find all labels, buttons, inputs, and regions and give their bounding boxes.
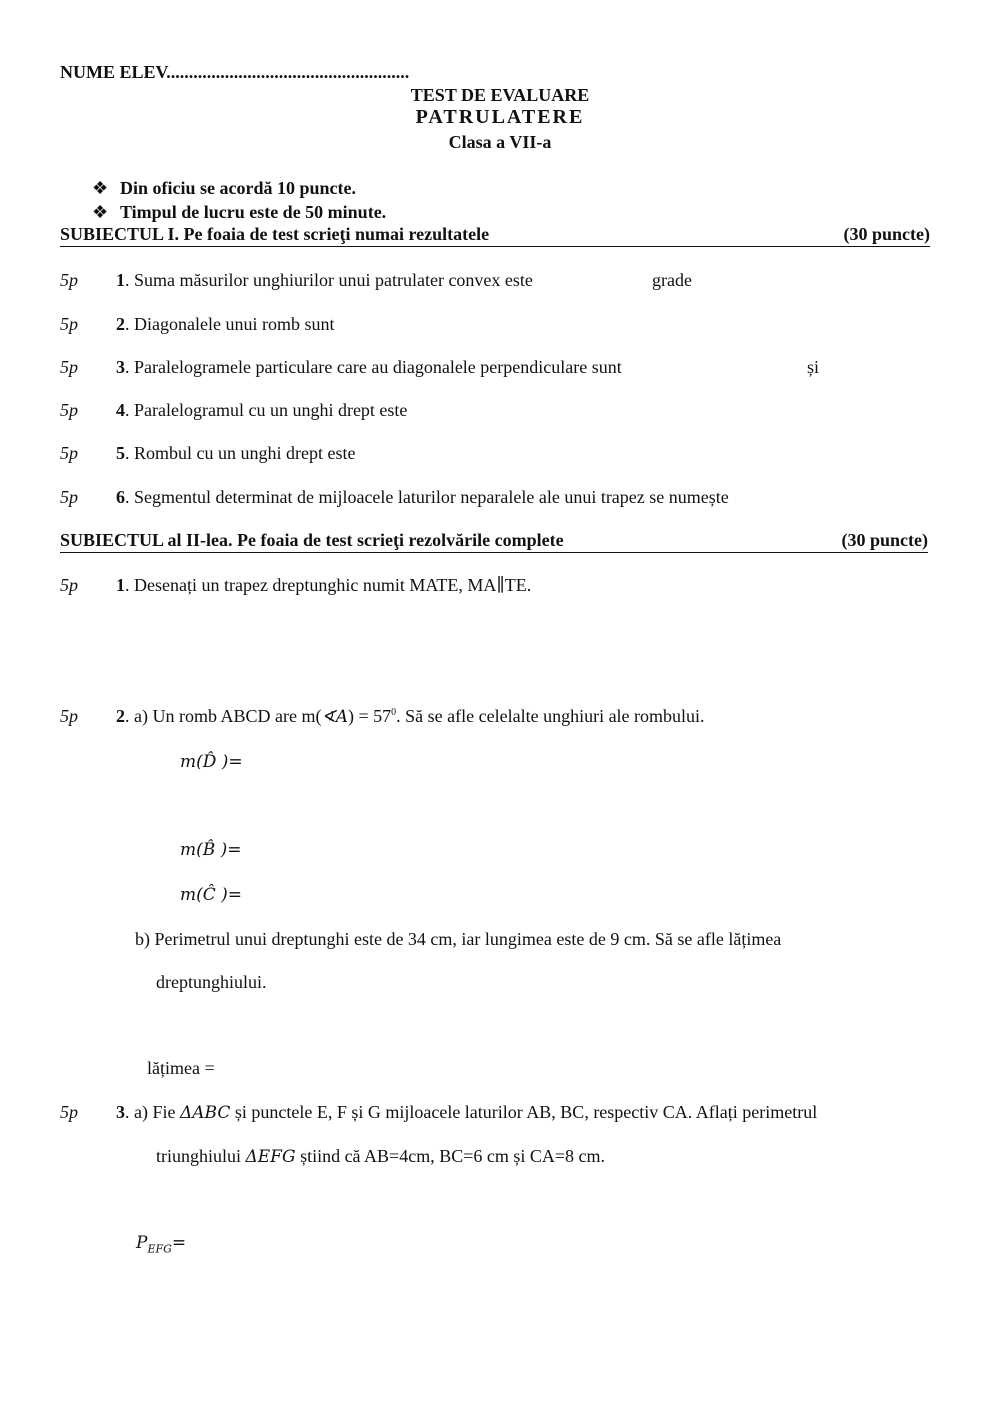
answer-suffix: grade: [652, 270, 692, 290]
problem-2b-line2: dreptunghiului.: [156, 972, 267, 992]
item-points: 5p: [60, 1102, 78, 1122]
section2-points: (30 puncte): [841, 530, 928, 550]
angle-b-answer: m(B̂ )=: [180, 840, 242, 860]
rule-item: ❖ Din oficiu se acordă 10 puncte.: [92, 178, 356, 198]
student-name-line: NUME ELEV......................................................: [60, 62, 410, 82]
question-5: 5. Rombul cu un unghi drept este: [116, 443, 356, 463]
problem-2a: 2. a) Un romb ABCD are m(∢A) = $57^0$. Să se afle celelalte unghiuri ale rombului.: [116, 706, 705, 727]
question-3: 3. Paralelogramele particulare care au diagonalele perpendiculare sunt: [116, 357, 622, 377]
problem-3a-line1: 3. a) Fie ΔABC și punctele E, F și G mijloacele laturilor AB, BC, respectiv CA. Aflați perimetrul: [116, 1102, 818, 1123]
section1-heading: [60, 224, 930, 247]
section1-points: (30 puncte): [843, 224, 930, 244]
section1-title: SUBIECTUL I. Pe foaia de test scrieţi numai rezultatele: [60, 224, 490, 244]
subject-title: PATRULATERE: [415, 106, 585, 128]
diamond-bullet-icon: ❖: [92, 178, 109, 198]
question-6: 6. Segmentul determinat de mijloacele laturilor neparalele ale unui trapez se numește: [116, 487, 729, 507]
problem-3a-line2: triunghiului ΔEFG știind că AB=4cm, BC=6 cm și CA=8 cm.: [156, 1146, 606, 1167]
answer-suffix: și: [807, 357, 820, 377]
section2-title: SUBIECTUL al II-lea. Pe foaia de test scrieţi rezolvările complete: [60, 530, 564, 550]
test-title: TEST DE EVALUARE: [410, 85, 590, 105]
item-points: 5p: [60, 575, 78, 595]
question-2: 2. Diagonalele unui romb sunt: [116, 314, 335, 334]
problem-1: 1. Desenați un trapez dreptunghic numit MATE, MA∥TE.: [116, 575, 532, 595]
width-answer: lățimea =: [147, 1058, 215, 1078]
perimeter-answer: $P_{EFG}=$: [136, 1233, 187, 1256]
item-points: 5p: [60, 357, 78, 377]
item-points: 5p: [60, 270, 78, 290]
problem-2b-line1: b) Perimetrul unui dreptunghi este de 34 cm, iar lungimea este de 9 cm. Să se afle lățimea: [135, 929, 782, 949]
item-points: 5p: [60, 706, 78, 726]
section2-heading: [60, 530, 928, 553]
diamond-bullet-icon: ❖: [92, 202, 109, 222]
angle-c-answer: m(Ĉ )=: [180, 885, 243, 905]
rule-item: ❖ Timpul de lucru este de 50 minute.: [92, 202, 387, 222]
question-1: 1. Suma măsurilor unghiurilor unui patrulater convex este: [116, 270, 533, 290]
item-points: 5p: [60, 314, 78, 334]
class-label: Clasa a VII-a: [448, 132, 552, 152]
item-points: 5p: [60, 400, 78, 420]
item-points: 5p: [60, 443, 78, 463]
angle-d-answer: m(D̂ )=: [180, 752, 243, 772]
item-points: 5p: [60, 487, 78, 507]
question-4: 4. Paralelogramul cu un unghi drept este: [116, 400, 408, 420]
